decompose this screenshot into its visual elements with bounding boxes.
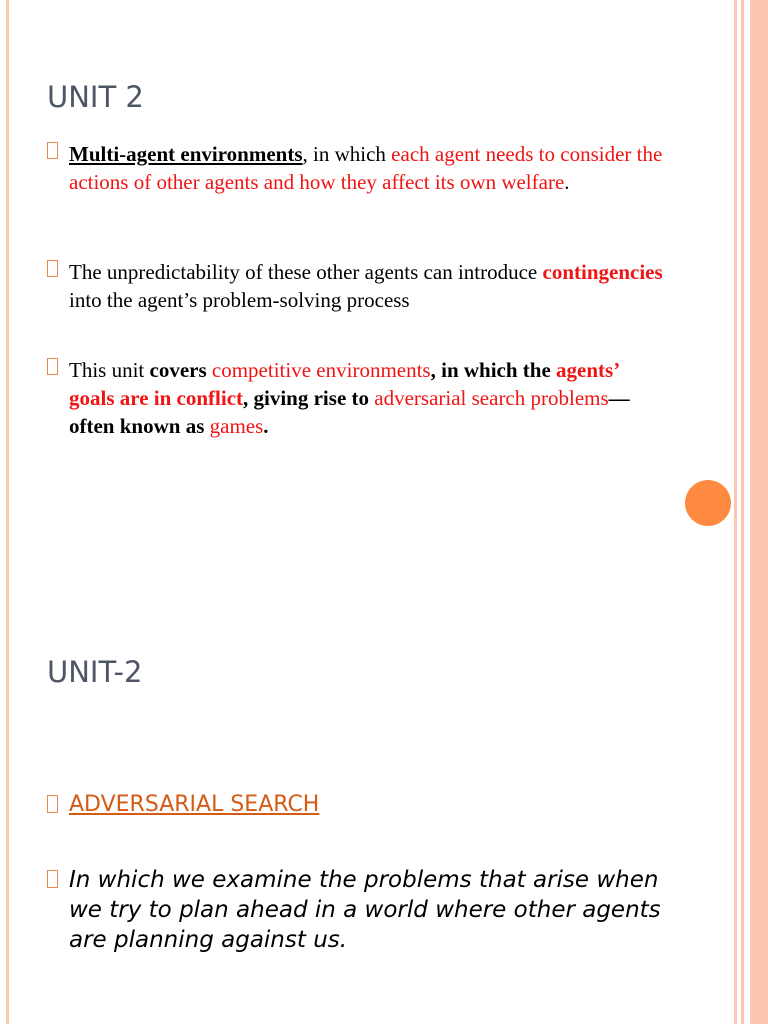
- slide1-bullet-3: [47, 356, 667, 440]
- slide2-title: UNIT-2: [47, 655, 143, 689]
- slide2-bullet-2: [47, 865, 667, 955]
- slide1-bullet-1: [47, 140, 667, 196]
- adversarial-search-link[interactable]: ADVERSARIAL SEARCH: [69, 792, 320, 817]
- bullet-box-icon: [47, 358, 58, 375]
- right-decorative-band: [750, 0, 768, 1024]
- left-decorative-stripe: [6, 0, 9, 1024]
- bullet-text: Multi-agent environments, in which each agent needs to consider the actions of other agents and how they affect its own welfare.: [69, 142, 663, 194]
- bullet-box-icon: [47, 260, 58, 277]
- bullet-box-icon: [47, 870, 58, 888]
- right-decorative-line-2: [741, 0, 744, 1024]
- bullet-box-icon: [47, 142, 58, 159]
- bullet-text: This unit covers competitive environments, in which the agents’ goals are in conflict, giving rise to adversarial search problems—often known as games.: [69, 358, 630, 438]
- slide1-title: UNIT 2: [47, 80, 144, 114]
- slide2-bullet-1: [47, 790, 667, 820]
- slide1-bullet-2: [47, 258, 667, 314]
- orange-circle-decoration: [685, 480, 731, 526]
- bullet-text: In which we examine the problems that arise when we try to plan ahead in a world where other agents are planning against us.: [69, 867, 661, 953]
- bullet-box-icon: [47, 795, 58, 813]
- bullet-text: The unpredictability of these other agents can introduce contingencies into the agent’s problem-solving process: [69, 260, 663, 312]
